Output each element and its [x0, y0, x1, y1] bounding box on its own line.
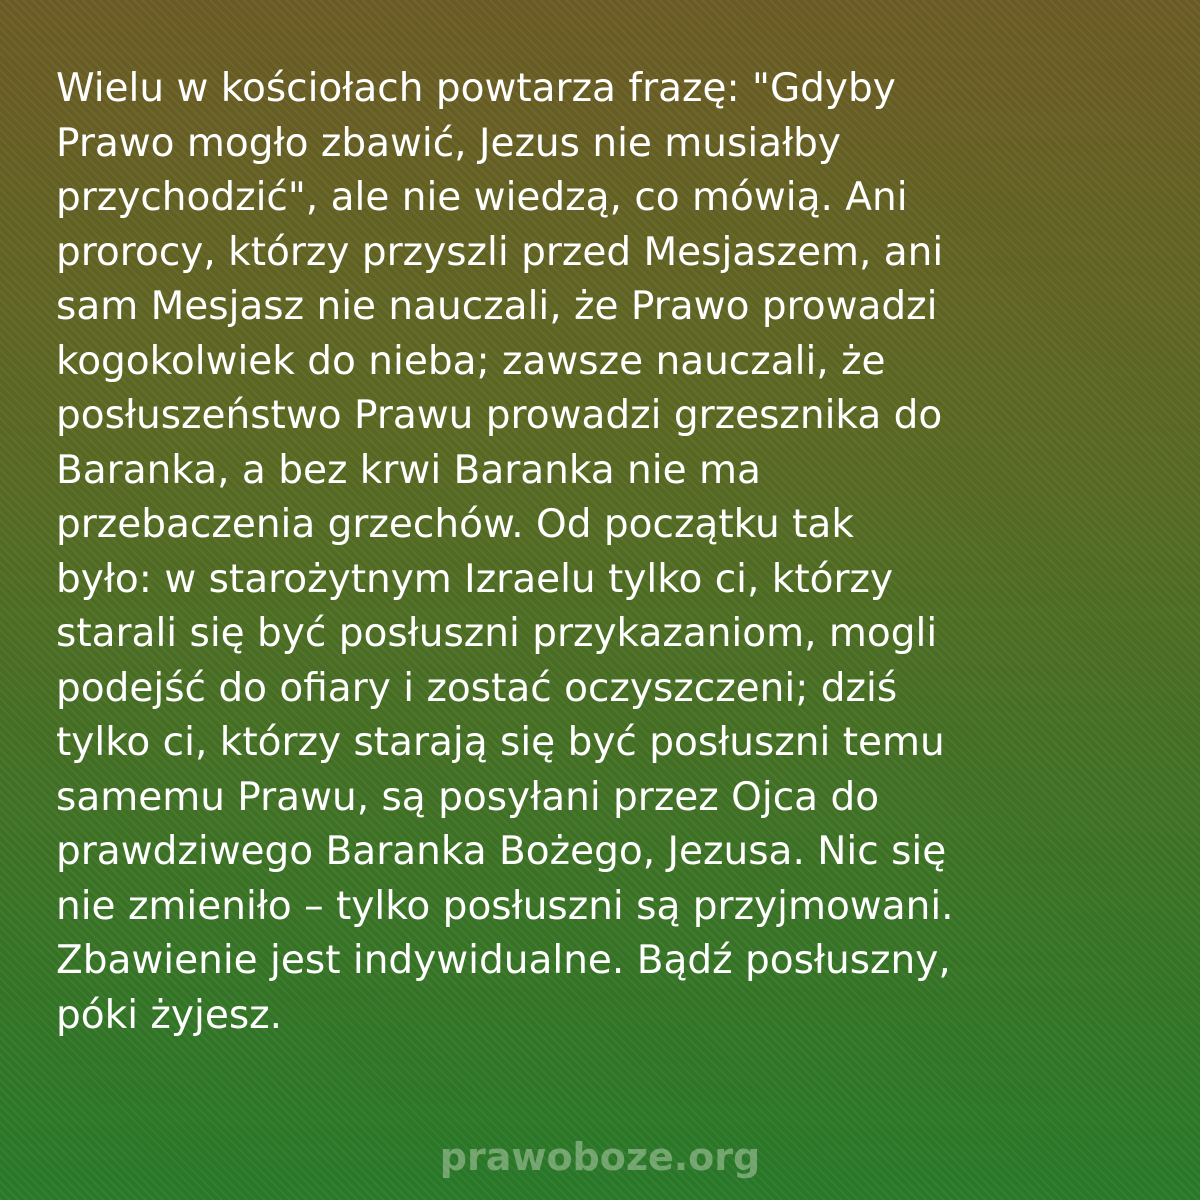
quote-line: posłuszeństwo Prawu prowadzi grzesznika do	[56, 393, 943, 438]
quote-line: nie zmieniło – tylko posłuszni są przyjmowani.	[56, 883, 954, 929]
quote-line: przebaczenia grzechów. Od początku tak	[56, 502, 854, 547]
quote-line: Wielu w kościołach powtarza frazę: "Gdyby	[56, 66, 896, 111]
website-watermark: prawoboze.org	[439, 1135, 761, 1179]
quote-line: prorocy, którzy przyszli przed Mesjaszem, ani	[56, 229, 944, 275]
quote-line: prawdziwego Baranka Bożego, Jezusa. Nic się	[56, 829, 947, 874]
quote-line: samemu Prawu, są posyłani przez Ojca do	[56, 774, 880, 820]
quote-line: póki żyjesz.	[56, 992, 283, 1038]
quote-line: było: w starożytnym Izraelu tylko ci, którzy	[56, 556, 894, 602]
quote-line: Prawo mogło zbawić, Jezus nie musiałby	[56, 120, 841, 166]
quote-line: Baranka, a bez krwi Baranka nie ma	[56, 447, 761, 493]
quote-line: tylko ci, którzy starają się być posłuszni temu	[56, 720, 945, 765]
quote-line: podejść do ofiary i zostać oczyszczeni; dziś	[56, 665, 898, 711]
quote-line: przychodzić", ale nie wiedzą, co mówią. Ani	[56, 175, 908, 220]
quote-line: kogokolwiek do nieba; zawsze nauczali, że	[56, 338, 886, 384]
quote-line: Zbawienie jest indywidualne. Bądź posłuszny,	[56, 938, 951, 983]
quote-text	[56, 62, 1166, 1043]
quote-line: sam Mesjasz nie nauczali, że Prawo prowadzi	[56, 284, 938, 329]
quote-line: starali się być posłuszni przykazaniom, mogli	[56, 611, 938, 656]
